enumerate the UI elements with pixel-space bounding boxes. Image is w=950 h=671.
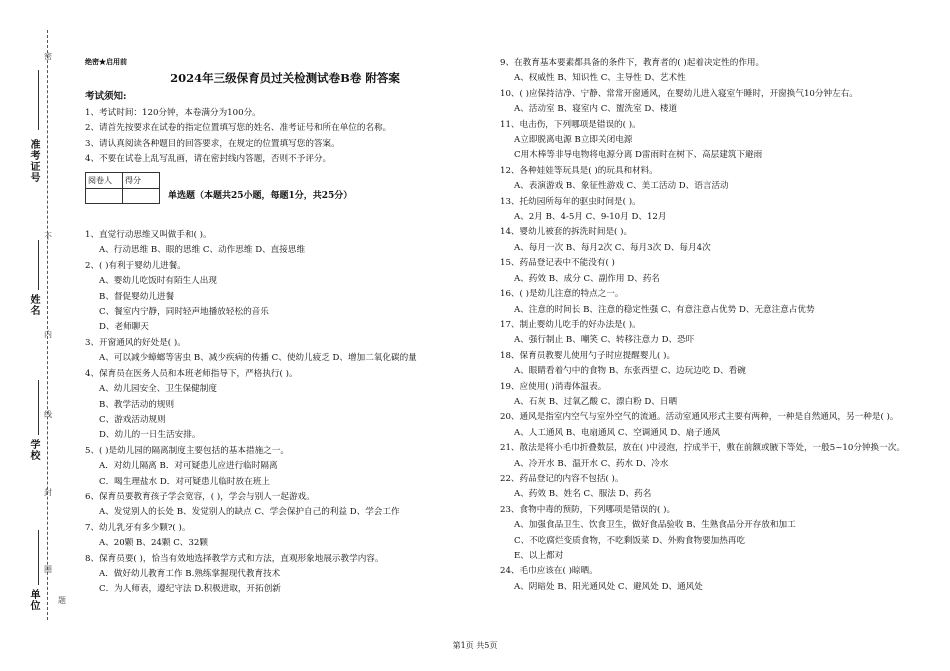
question-line: 9、在教育基本要素都具备的条件下，教育者的( )起着决定性的作用。 bbox=[500, 58, 765, 68]
score-box-grader: 阅卷人 bbox=[86, 172, 123, 188]
notice-line: 1、考试时间：120分钟，本卷满分为100分。 bbox=[85, 108, 261, 118]
question-line: 1、直觉行动思维又叫做手和( )。 bbox=[85, 230, 212, 241]
option-line: A、可以减少蟑螂等害虫 B、减少疾病的传播 C、使幼儿疲乏 D、增加二氧化碳的量 bbox=[99, 353, 417, 364]
question-line: 13、托幼园所每年的驱虫时间是( )。 bbox=[500, 196, 641, 207]
binding-mark: 内 bbox=[44, 330, 52, 339]
option-line: D、幼儿的一日生活安排。 bbox=[99, 430, 201, 441]
question-line: 19、应使用( )消毒体温表。 bbox=[500, 381, 607, 392]
score-box-score: 得分 bbox=[123, 172, 160, 188]
notice-heading: 考试须知: bbox=[85, 91, 127, 102]
question-line: 7、幼儿乳牙有多少颗?( )。 bbox=[85, 522, 191, 533]
question-line: 24、毛巾应该在( )晾晒。 bbox=[500, 566, 598, 577]
option-line: A、婴幼儿吃饭时有陌生人出现 bbox=[99, 276, 217, 287]
binding-mark: 密 bbox=[44, 52, 52, 61]
question-line: 22、药品登记的内容不包括( )。 bbox=[500, 473, 624, 484]
option-line: C、游戏活动规则 bbox=[99, 414, 166, 425]
option-line: A、强行制止 B、嘲笑 C、转移注意力 D、恐吓 bbox=[514, 335, 695, 346]
section-title: 单选题（本题共25小题，每题1分，共25分） bbox=[168, 190, 353, 201]
option-line: A、石灰 B、过氧乙酸 C、漂白粉 D、日晒 bbox=[514, 396, 678, 407]
name-underline bbox=[38, 240, 39, 290]
option-line: A、活动室 B、寝室内 C、盥洗室 D、楼道 bbox=[514, 104, 678, 115]
score-box-cell bbox=[123, 189, 160, 204]
binding-mark: 题 bbox=[58, 596, 66, 605]
option-line: A立即脱离电源 B立即关闭电源 bbox=[514, 135, 633, 146]
left-column bbox=[85, 56, 485, 598]
question-line: 15、药品登记表中不能没有( ) bbox=[500, 258, 615, 269]
question-line: 4、保育员在医务人员和本班老师指导下，严格执行( )。 bbox=[85, 368, 298, 379]
option-line: C、餐室内宁静，同时轻声地播放轻松的音乐 bbox=[99, 307, 269, 318]
binding-mark: 封 bbox=[44, 488, 52, 497]
question-line: 16、( )是幼儿注意的特点之一。 bbox=[500, 289, 624, 300]
question-line: 17、制止婴幼儿吃手的好办法是( )。 bbox=[500, 319, 641, 330]
option-line: A、人工通风 B、电扇通风 C、空调通风 D、扇子通风 bbox=[514, 427, 721, 438]
school-label: 学校 bbox=[30, 440, 41, 462]
question-line: 14、婴幼儿被套的拆洗时间是( )。 bbox=[500, 227, 633, 238]
option-line: A、行动思维 B、眼的思维 C、动作思维 D、直接思维 bbox=[99, 245, 306, 256]
school-underline bbox=[38, 380, 39, 435]
option-line: A．做好幼儿教育工作 B.熟练掌握现代教育技术 bbox=[99, 568, 281, 579]
page-footer: 第1页 共5页 bbox=[452, 641, 498, 650]
binding-mark: 不 bbox=[44, 232, 52, 241]
option-line: A、阴暗处 B、阳光通风处 C、避风处 D、通风处 bbox=[514, 581, 703, 592]
option-line: C．喝生理盐水 D．对可疑患儿临时放在班上 bbox=[99, 476, 270, 487]
unit-label: 单位 bbox=[30, 590, 41, 612]
binding-margin bbox=[0, 0, 74, 671]
question-line: 6、保育员要教育孩子学会宽容，( )，学会与别人一起游戏。 bbox=[85, 491, 315, 502]
option-line: A、注意的时间长 B、注意的稳定性强 C、有意注意占优势 D、无意注意占优势 bbox=[514, 304, 815, 315]
option-line: A、2月 B、4-5月 C、9-10月 D、12月 bbox=[514, 212, 667, 223]
option-line: A、表演游戏 B、象征性游戏 C、美工活动 D、语言活动 bbox=[514, 181, 729, 192]
unit-underline bbox=[38, 530, 39, 585]
option-line: A、20颗 B、24颗 C、32颗 bbox=[99, 538, 208, 549]
binding-dashed-line bbox=[47, 30, 48, 620]
score-area bbox=[85, 172, 485, 204]
score-box bbox=[85, 172, 160, 204]
option-line: C用木棒等非导电物将电源分离 D雷雨时在树下、高层建筑下避雨 bbox=[514, 150, 763, 161]
binding-mark: 线 bbox=[44, 410, 52, 419]
option-line: D、老师聊天 bbox=[99, 322, 149, 333]
option-line: A、每月一次 B、每月2次 C、每月3次 D、每月4次 bbox=[514, 242, 711, 253]
question-line: 20、通风是指室内空气与室外空气的流通。活动室通风形式主要有两种，一种是自然通风，另一种是( )。 bbox=[500, 412, 899, 423]
option-line: A．对幼儿隔离 B．对可疑患儿应进行临时隔离 bbox=[99, 461, 278, 472]
question-line: 21、散法是将小毛巾折叠数层，放在( )中浸泡，拧成半干，敷在前额或腋下等处，一般5~10分钟换一次。 bbox=[500, 443, 905, 454]
option-line: A、眼睛看着勺中的食物 B、东张西望 C、边玩边吃 D、看碗 bbox=[514, 366, 746, 377]
question-line: 18、保育员教婴儿使用勺子时应提醒婴儿( )。 bbox=[500, 350, 676, 361]
option-line: C、不吃腐烂变质食物，不吃剩饭菜 D、外购食物要加热再吃 bbox=[514, 535, 746, 546]
option-line: A、幼儿园安全、卫生保健制度 bbox=[99, 384, 217, 395]
question-line: 23、食物中毒的预防，下列哪项是错误的( )。 bbox=[500, 504, 676, 515]
exam-id-label: 准考证号 bbox=[30, 140, 41, 184]
question-line: 10、( )应保持洁净、宁静、常常开窗通风，在婴幼儿进入寝室午睡时，开窗换气10分钟左右。 bbox=[500, 88, 858, 99]
notice-line: 4、不要在试卷上乱写乱画，请在密封线内答题，否则不予评分。 bbox=[85, 154, 332, 165]
binding-mark: 圈 bbox=[44, 565, 52, 574]
option-line: A、药效 B、姓名 C、服法 D、药名 bbox=[514, 489, 652, 500]
exam-id-underline bbox=[38, 70, 39, 130]
question-line: 11、电击伤，下列哪项是错误的( )。 bbox=[500, 119, 641, 130]
option-line: A、加强食品卫生、饮食卫生，做好食品验收 B、生熟食品分开存放和加工 bbox=[514, 520, 796, 531]
page-title: 2024年三级保育员过关检测试卷B卷 附答案 bbox=[170, 71, 400, 85]
question-line: 2、( )有利于婴幼儿进餐。 bbox=[85, 260, 186, 271]
question-line: 8、保育员要( )，恰当有效地选择教学方式和方法，直观形象地展示教学内容。 bbox=[85, 553, 384, 564]
question-line: 5、( )是幼儿园的隔离制度主要包括的基本措施之一。 bbox=[85, 445, 289, 456]
option-line: A、发觉别人的长处 B、发觉别人的缺点 C、学会保护自己的利益 D、学会工作 bbox=[99, 507, 400, 518]
right-column bbox=[500, 56, 920, 595]
name-label: 姓名 bbox=[30, 295, 41, 317]
option-line: B、教学活动的规则 bbox=[99, 399, 175, 410]
notice-line: 3、请认真阅读各种题目的回答要求，在规定的位置填写您的答案。 bbox=[85, 138, 340, 149]
option-line: B、督促婴幼儿进餐 bbox=[99, 291, 175, 302]
option-line: A、冷开水 B、温开水 C、药水 D、冷水 bbox=[514, 458, 669, 469]
score-box-cell bbox=[86, 189, 123, 204]
option-line: E、以上都对 bbox=[514, 551, 564, 561]
option-line: C．为人师表，遵纪守法 D.积极进取，开拓创新 bbox=[99, 584, 281, 595]
option-line: A、权威性 B、知识性 C、主导性 D、艺术性 bbox=[514, 73, 686, 84]
secret-mark: 绝密★启用前 bbox=[85, 57, 127, 66]
notice-line: 2、请首先按要求在试卷的指定位置填写您的姓名、准考证号和所在单位的名称。 bbox=[85, 123, 392, 134]
option-line: A、药效 B、成分 C、副作用 D、药名 bbox=[514, 273, 660, 284]
question-line: 12、各种娃娃等玩具是( )的玩具和材料。 bbox=[500, 165, 658, 176]
question-line: 3、开窗通风的好处是( )。 bbox=[85, 337, 186, 348]
